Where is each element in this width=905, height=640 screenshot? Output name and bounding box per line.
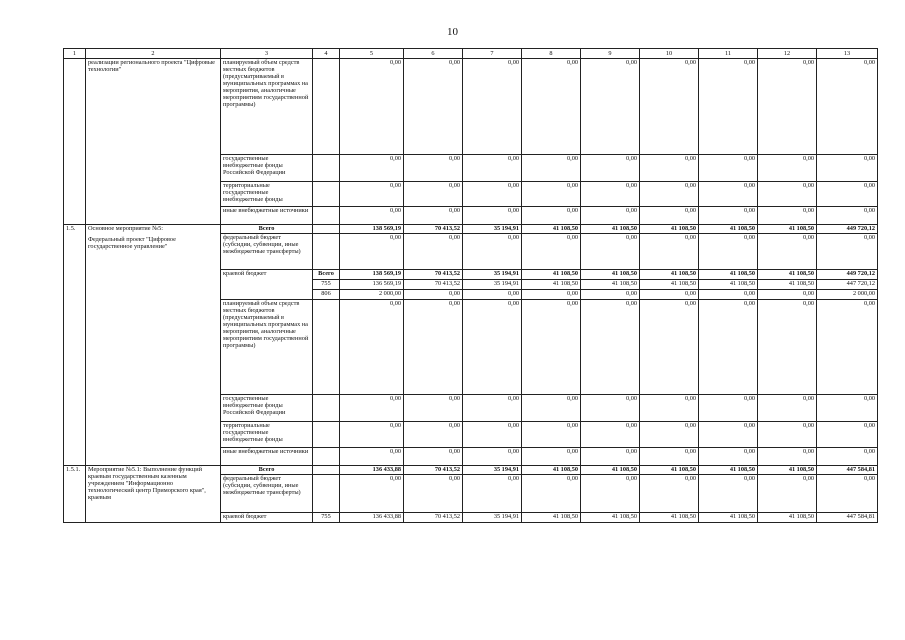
source-cell: краевой бюджет: [221, 270, 313, 300]
table-row: [64, 225, 878, 234]
value-cell: 0,00: [581, 475, 640, 513]
code-cell: [313, 300, 340, 395]
value-cell: 0,00: [699, 182, 758, 207]
value-cell: 0,00: [340, 475, 404, 513]
value-cell: 449 720,12: [817, 270, 878, 280]
value-cell: 70 413,52: [404, 270, 463, 280]
value-cell: 41 108,50: [699, 466, 758, 475]
value-cell: 41 108,50: [581, 280, 640, 290]
value-cell: 41 108,50: [581, 513, 640, 523]
value-cell: 0,00: [581, 290, 640, 300]
code-cell: Всего: [313, 270, 340, 280]
value-cell: 0,00: [817, 395, 878, 422]
value-cell: 0,00: [522, 300, 581, 395]
value-cell: 0,00: [581, 207, 640, 225]
header-cell: 5: [340, 49, 404, 59]
value-cell: 0,00: [640, 395, 699, 422]
value-cell: 0,00: [463, 300, 522, 395]
value-cell: 447 584,81: [817, 466, 878, 475]
value-cell: 0,00: [404, 422, 463, 448]
value-cell: 0,00: [404, 290, 463, 300]
value-cell: 41 108,50: [640, 466, 699, 475]
value-cell: 0,00: [340, 395, 404, 422]
value-cell: 0,00: [817, 475, 878, 513]
code-cell: 806: [313, 290, 340, 300]
value-cell: 0,00: [640, 207, 699, 225]
code-cell: [313, 448, 340, 466]
value-cell: 0,00: [817, 207, 878, 225]
value-cell: 41 108,50: [522, 225, 581, 234]
page-number: 10: [447, 26, 458, 38]
row-number-cell: 1.5.: [64, 225, 86, 466]
value-cell: 0,00: [758, 207, 817, 225]
value-cell: 70 413,52: [404, 513, 463, 523]
value-cell: 41 108,50: [581, 225, 640, 234]
code-cell: [313, 225, 340, 234]
value-cell: 0,00: [340, 155, 404, 182]
value-cell: 0,00: [463, 59, 522, 155]
value-cell: 0,00: [640, 234, 699, 270]
header-cell: 9: [581, 49, 640, 59]
source-cell: федеральный бюджет (субсидии, субвенции, иные межбюджетные трансферты): [221, 234, 313, 270]
value-cell: 0,00: [404, 155, 463, 182]
value-cell: 70 413,52: [404, 280, 463, 290]
value-cell: 0,00: [640, 448, 699, 466]
code-cell: [313, 207, 340, 225]
value-cell: 0,00: [404, 475, 463, 513]
value-cell: 41 108,50: [522, 280, 581, 290]
header-cell: 3: [221, 49, 313, 59]
value-cell: 0,00: [522, 395, 581, 422]
header-cell: 1: [64, 49, 86, 59]
value-cell: 0,00: [699, 300, 758, 395]
value-cell: 0,00: [581, 59, 640, 155]
value-cell: 0,00: [463, 395, 522, 422]
source-cell: Всего: [221, 225, 313, 234]
value-cell: 0,00: [817, 155, 878, 182]
value-cell: 0,00: [817, 422, 878, 448]
source-cell: краевой бюджет: [221, 513, 313, 523]
value-cell: 0,00: [758, 475, 817, 513]
source-cell: иные внебюджетные источники: [221, 448, 313, 466]
value-cell: 0,00: [817, 300, 878, 395]
value-cell: 35 194,91: [463, 225, 522, 234]
value-cell: 41 108,50: [640, 280, 699, 290]
value-cell: 138 569,19: [340, 225, 404, 234]
value-cell: 0,00: [340, 448, 404, 466]
value-cell: 41 108,50: [640, 225, 699, 234]
value-cell: 0,00: [640, 422, 699, 448]
value-cell: 0,00: [758, 234, 817, 270]
value-cell: 41 108,50: [699, 513, 758, 523]
value-cell: 0,00: [404, 234, 463, 270]
source-cell: территориальные государственные внебюджетные фонды: [221, 422, 313, 448]
project-label: Федеральный проект "Цифровое государственное управление": [88, 236, 176, 251]
code-cell: [313, 59, 340, 155]
value-cell: 0,00: [463, 207, 522, 225]
value-cell: 41 108,50: [699, 270, 758, 280]
value-cell: 136 569,19: [340, 280, 404, 290]
header-row: [64, 49, 878, 59]
value-cell: 41 108,50: [758, 280, 817, 290]
value-cell: 0,00: [758, 182, 817, 207]
value-cell: 0,00: [581, 395, 640, 422]
value-cell: 0,00: [522, 59, 581, 155]
table-row: [64, 466, 878, 475]
value-cell: 41 108,50: [522, 270, 581, 280]
value-cell: 0,00: [699, 448, 758, 466]
value-cell: 0,00: [522, 207, 581, 225]
value-cell: 0,00: [817, 59, 878, 155]
value-cell: 0,00: [463, 290, 522, 300]
value-cell: 35 194,91: [463, 513, 522, 523]
value-cell: 0,00: [404, 182, 463, 207]
code-cell: [313, 475, 340, 513]
header-cell: 4: [313, 49, 340, 59]
value-cell: 0,00: [522, 234, 581, 270]
code-cell: 755: [313, 513, 340, 523]
value-cell: 0,00: [463, 422, 522, 448]
value-cell: 0,00: [758, 395, 817, 422]
value-cell: 0,00: [640, 59, 699, 155]
value-cell: 0,00: [640, 475, 699, 513]
description-cell: Мероприятие №5.1: Выполнение функций краевым государственным казенным учреждением "Информационно технологический центр Приморского края", краевым: [86, 466, 221, 523]
value-cell: 0,00: [581, 234, 640, 270]
value-cell: 35 194,91: [463, 280, 522, 290]
value-cell: 70 413,52: [404, 466, 463, 475]
value-cell: 41 108,50: [581, 270, 640, 280]
value-cell: 70 413,52: [404, 225, 463, 234]
value-cell: 0,00: [463, 234, 522, 270]
value-cell: 0,00: [817, 448, 878, 466]
value-cell: 0,00: [699, 422, 758, 448]
budget-table: [63, 48, 878, 523]
value-cell: 0,00: [340, 59, 404, 155]
row-number-cell: 1.5.1.: [64, 466, 86, 523]
value-cell: 0,00: [522, 290, 581, 300]
value-cell: 138 569,19: [340, 270, 404, 280]
value-cell: 0,00: [758, 422, 817, 448]
header-cell: 12: [758, 49, 817, 59]
value-cell: 0,00: [522, 475, 581, 513]
value-cell: 0,00: [581, 182, 640, 207]
value-cell: 0,00: [340, 182, 404, 207]
value-cell: 41 108,50: [522, 513, 581, 523]
value-cell: 0,00: [817, 234, 878, 270]
value-cell: 449 720,12: [817, 225, 878, 234]
value-cell: 0,00: [463, 182, 522, 207]
value-cell: 0,00: [404, 448, 463, 466]
value-cell: 41 108,50: [758, 270, 817, 280]
value-cell: 2 000,00: [817, 290, 878, 300]
source-cell: государственные внебюджетные фонды Российской Федерации: [221, 395, 313, 422]
header-cell: 11: [699, 49, 758, 59]
header-cell: 7: [463, 49, 522, 59]
value-cell: 136 433,88: [340, 513, 404, 523]
value-cell: 0,00: [699, 475, 758, 513]
value-cell: 0,00: [404, 207, 463, 225]
header-cell: 2: [86, 49, 221, 59]
value-cell: 0,00: [581, 155, 640, 182]
value-cell: 0,00: [340, 300, 404, 395]
value-cell: 41 108,50: [758, 513, 817, 523]
table-row: [64, 59, 878, 155]
description-cell: [86, 225, 221, 466]
source-cell: федеральный бюджет (субсидии, субвенции, иные межбюджетные трансферты): [221, 475, 313, 513]
value-cell: 41 108,50: [640, 270, 699, 280]
value-cell: 2 000,00: [340, 290, 404, 300]
value-cell: 0,00: [817, 182, 878, 207]
value-cell: 0,00: [581, 448, 640, 466]
value-cell: 41 108,50: [699, 280, 758, 290]
value-cell: 0,00: [758, 448, 817, 466]
value-cell: 0,00: [340, 207, 404, 225]
value-cell: 0,00: [758, 300, 817, 395]
value-cell: 0,00: [463, 475, 522, 513]
code-cell: 755: [313, 280, 340, 290]
code-cell: [313, 234, 340, 270]
code-cell: [313, 182, 340, 207]
code-cell: [313, 395, 340, 422]
row-number-cell: [64, 59, 86, 225]
code-cell: [313, 155, 340, 182]
code-cell: [313, 422, 340, 448]
description-cell: реализации регионального проекта "Цифровые технологии": [86, 59, 221, 225]
source-cell: иные внебюджетные источники: [221, 207, 313, 225]
header-cell: 10: [640, 49, 699, 59]
value-cell: 35 194,91: [463, 270, 522, 280]
value-cell: 0,00: [699, 59, 758, 155]
source-cell: планируемый объем средств местных бюджетов (предусматриваемый в муниципальных программах на мероприятия, аналогичные мероприятиям государственной программы): [221, 59, 313, 155]
value-cell: 0,00: [699, 207, 758, 225]
source-cell: Всего: [221, 466, 313, 475]
value-cell: 0,00: [758, 155, 817, 182]
value-cell: 0,00: [640, 290, 699, 300]
value-cell: 41 108,50: [581, 466, 640, 475]
source-cell: территориальные государственные внебюджетные фонды: [221, 182, 313, 207]
header-cell: 13: [817, 49, 878, 59]
code-cell: [313, 466, 340, 475]
value-cell: 0,00: [522, 448, 581, 466]
value-cell: 0,00: [640, 300, 699, 395]
event-label: Основное мероприятие №5:: [88, 225, 164, 232]
value-cell: 0,00: [340, 234, 404, 270]
value-cell: 0,00: [463, 448, 522, 466]
value-cell: 0,00: [522, 155, 581, 182]
value-cell: 41 108,50: [640, 513, 699, 523]
value-cell: 0,00: [463, 155, 522, 182]
value-cell: 0,00: [640, 182, 699, 207]
value-cell: 0,00: [522, 422, 581, 448]
header-cell: 6: [404, 49, 463, 59]
source-cell: государственные внебюджетные фонды Российской Федерации: [221, 155, 313, 182]
value-cell: 0,00: [699, 234, 758, 270]
value-cell: 0,00: [699, 155, 758, 182]
value-cell: 41 108,50: [758, 225, 817, 234]
value-cell: 136 433,88: [340, 466, 404, 475]
value-cell: 0,00: [404, 300, 463, 395]
value-cell: 0,00: [758, 59, 817, 155]
value-cell: 41 108,50: [699, 225, 758, 234]
value-cell: 35 194,91: [463, 466, 522, 475]
value-cell: 447 584,81: [817, 513, 878, 523]
value-cell: 0,00: [699, 290, 758, 300]
value-cell: 0,00: [581, 300, 640, 395]
value-cell: 0,00: [640, 155, 699, 182]
value-cell: 0,00: [581, 422, 640, 448]
value-cell: 0,00: [404, 59, 463, 155]
header-cell: 8: [522, 49, 581, 59]
value-cell: 0,00: [522, 182, 581, 207]
value-cell: 41 108,50: [522, 466, 581, 475]
value-cell: 41 108,50: [758, 466, 817, 475]
value-cell: 0,00: [758, 290, 817, 300]
value-cell: 0,00: [340, 422, 404, 448]
value-cell: 0,00: [699, 395, 758, 422]
value-cell: 0,00: [404, 395, 463, 422]
value-cell: 447 720,12: [817, 280, 878, 290]
source-cell: планируемый объем средств местных бюджетов (предусматриваемый в муниципальных программах на мероприятия, аналогичные мероприятиям государственной программы): [221, 300, 313, 395]
